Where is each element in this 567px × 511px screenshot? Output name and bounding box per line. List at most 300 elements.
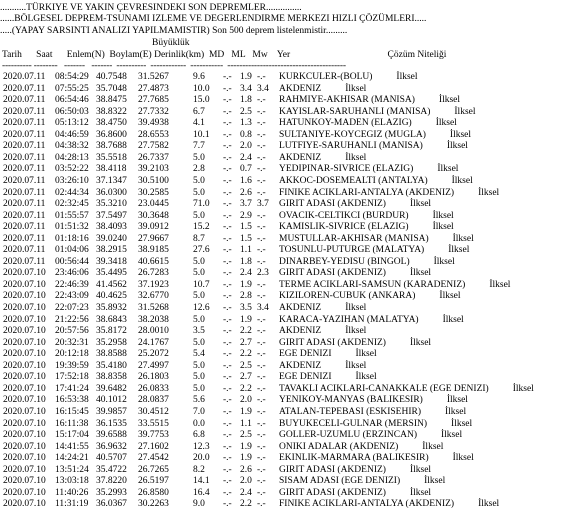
md-cell: -.- xyxy=(223,164,232,175)
mw-cell: -.- xyxy=(257,360,266,371)
date-cell: 2020.07.11 xyxy=(3,187,46,198)
md-cell: -.- xyxy=(223,279,232,290)
depth-cell: 5.0 xyxy=(193,291,205,302)
table-row xyxy=(0,372,567,383)
location-cell: HATUNKOY-MADEN (ELAZIG) xyxy=(279,118,412,129)
depth-cell: 9.6 xyxy=(193,72,205,82)
date-cell: 2020.07.11 xyxy=(3,256,46,267)
depth-cell: 15.2 xyxy=(193,222,210,233)
time-cell: 03:26:10 xyxy=(55,175,89,186)
date-cell: 2020.07.10 xyxy=(3,441,46,452)
solution-quality-cell: İlksel xyxy=(445,406,467,417)
latitude-cell: 35.4722 xyxy=(96,464,127,475)
ml-cell: 1.6 xyxy=(240,175,252,186)
depth-cell: 14.1 xyxy=(193,476,210,487)
depth-cell: 5.0 xyxy=(193,256,205,267)
time-cell: 22:46:39 xyxy=(55,279,89,290)
ml-cell: 1.5 xyxy=(240,222,252,233)
md-cell: -.- xyxy=(223,129,232,140)
ml-cell: 1.8 xyxy=(240,256,252,267)
table-row xyxy=(0,72,567,83)
depth-cell: 10.0 xyxy=(193,83,210,94)
date-cell: 2020.07.10 xyxy=(3,303,46,313)
date-cell: 2020.07.10 xyxy=(3,430,46,441)
latitude-cell: 36.0300 xyxy=(96,187,127,198)
md-cell: -.- xyxy=(223,233,232,244)
longitude-cell: 25.2072 xyxy=(138,349,169,360)
location-cell: TAVAKLI ACIKLARI-CANAKKALE (EGE DENIZI) xyxy=(279,383,489,394)
md-cell: -.- xyxy=(223,141,232,152)
md-cell: -.- xyxy=(223,222,232,233)
latitude-cell: 36.0367 xyxy=(96,499,127,510)
latitude-cell: 38.8358 xyxy=(96,372,127,383)
depth-cell: 2.8 xyxy=(193,164,205,175)
ml-cell: 2.5 xyxy=(240,430,252,441)
mw-cell: -.- xyxy=(257,314,266,325)
location-cell: ONIKI ADALAR (AKDENIZ) xyxy=(279,441,399,452)
time-cell: 20:57:56 xyxy=(55,326,89,337)
location-cell: SULTANIYE-KOYCEGIZ (MUGLA) xyxy=(279,129,426,140)
date-cell: 2020.07.10 xyxy=(3,418,46,429)
time-cell: 14:24:21 xyxy=(55,453,89,464)
date-cell: 2020.07.11 xyxy=(3,95,46,106)
mw-cell: -.- xyxy=(257,464,266,475)
table-row xyxy=(0,118,567,129)
solution-quality-cell: İlksel xyxy=(449,129,472,140)
ml-cell: 1.9 xyxy=(240,279,252,290)
solution-quality-cell: İlksel xyxy=(441,430,463,441)
mw-cell: -.- xyxy=(257,326,266,337)
ml-cell: 1.9 xyxy=(240,314,252,325)
latitude-cell: 35.2993 xyxy=(96,487,127,498)
md-cell: -.- xyxy=(223,152,232,163)
md-cell: -.- xyxy=(223,291,232,302)
date-cell: 2020.07.10 xyxy=(3,499,46,510)
longitude-cell: 27.4542 xyxy=(138,453,169,464)
latitude-cell: 38.6843 xyxy=(96,314,127,325)
latitude-cell: 40.5707 xyxy=(96,453,127,464)
time-cell: 22:43:09 xyxy=(55,291,89,302)
time-cell: 16:11:38 xyxy=(55,418,89,429)
latitude-cell: 39.6588 xyxy=(96,430,127,441)
longitude-cell: 30.2263 xyxy=(138,499,169,510)
ml-cell: 2.2 xyxy=(240,326,252,337)
location-cell: AKDENIZ xyxy=(279,152,322,163)
longitude-cell: 30.3648 xyxy=(138,210,169,221)
latitude-cell: 40.4625 xyxy=(96,291,127,302)
solution-quality-cell: İlksel xyxy=(452,233,474,244)
depth-cell: 71.0 xyxy=(193,199,210,210)
time-cell: 08:54:29 xyxy=(55,72,89,82)
md-cell: -.- xyxy=(223,383,232,394)
date-cell: 2020.07.11 xyxy=(3,199,46,210)
md-cell: -.- xyxy=(223,406,232,417)
latitude-cell: 35.4180 xyxy=(96,360,127,371)
time-cell: 06:50:03 xyxy=(55,106,89,117)
depth-cell: 4.1 xyxy=(193,118,205,129)
longitude-cell: 30.2585 xyxy=(138,187,169,198)
header-rule: ---------- -------- ------- ------- ---------- ------------ ----------- ---------------------------------------- xyxy=(2,61,346,71)
table-row xyxy=(0,349,567,360)
depth-cell: 15.0 xyxy=(193,95,210,106)
ml-cell: 2.4 xyxy=(240,152,252,163)
longitude-cell: 26.1803 xyxy=(138,372,169,383)
longitude-cell: 26.5197 xyxy=(138,476,169,487)
longitude-cell: 31.5268 xyxy=(138,303,169,313)
depth-cell: 8.2 xyxy=(193,464,205,475)
time-cell: 01:04:06 xyxy=(55,245,89,256)
longitude-cell: 28.0010 xyxy=(138,326,169,337)
md-cell: -.- xyxy=(223,175,232,186)
table-row xyxy=(0,188,567,199)
mw-cell: -.- xyxy=(257,337,266,348)
longitude-cell: 27.4997 xyxy=(138,360,169,371)
table-row xyxy=(0,291,567,302)
latitude-cell: 35.7048 xyxy=(96,83,127,94)
depth-cell: 20.0 xyxy=(193,453,210,464)
latitude-cell: 38.2915 xyxy=(96,245,127,256)
depth-cell: 5.0 xyxy=(193,360,205,371)
location-cell: SISAM ADASI (EGE DENIZI) xyxy=(279,476,401,487)
date-cell: 2020.07.10 xyxy=(3,360,46,371)
latitude-cell: 37.5497 xyxy=(96,210,127,221)
ml-cell: 1.9 xyxy=(240,72,252,82)
ml-cell: 0.7 xyxy=(240,164,252,175)
table-row xyxy=(0,338,567,349)
longitude-cell: 26.0833 xyxy=(138,383,169,394)
depth-cell: 5.0 xyxy=(193,372,205,383)
table-row xyxy=(0,488,567,499)
solution-quality-cell: İlksel xyxy=(451,175,473,186)
location-cell: DINARBEY-YEDISU (BINGOL) xyxy=(279,256,410,267)
latitude-cell: 41.4562 xyxy=(96,279,127,290)
date-cell: 2020.07.11 xyxy=(3,245,46,256)
md-cell: -.- xyxy=(223,118,232,129)
solution-quality-cell: İlksel xyxy=(438,95,461,106)
depth-cell: 10.7 xyxy=(193,279,210,290)
time-cell: 11:40:26 xyxy=(55,487,89,498)
latitude-cell: 38.4750 xyxy=(96,118,127,129)
ml-cell: 2.6 xyxy=(240,464,252,475)
table-row xyxy=(0,176,567,187)
latitude-cell: 39.0240 xyxy=(96,233,127,244)
date-cell: 2020.07.10 xyxy=(3,314,46,325)
longitude-cell: 26.7265 xyxy=(138,464,169,475)
depth-cell: 5.0 xyxy=(193,337,205,348)
solution-quality-cell: İlksel xyxy=(345,360,367,371)
depth-cell: 5.0 xyxy=(193,383,205,394)
solution-quality-cell: İlksel xyxy=(409,337,432,348)
location-cell: LUTFIYE-SARUHANLI (MANISA) xyxy=(279,141,423,152)
mw-cell: -.- xyxy=(257,279,266,290)
solution-quality-cell: İlksel xyxy=(409,464,432,475)
mw-cell: -.- xyxy=(257,175,266,186)
location-cell: YEDIPINAR-SIVRICE (ELAZIG) xyxy=(279,164,414,175)
date-cell: 2020.07.10 xyxy=(3,349,46,360)
time-cell: 17:41:24 xyxy=(55,383,89,394)
location-cell: YENIKOY-MANYAS (BALIKESIR) xyxy=(279,395,423,406)
longitude-cell: 24.1767 xyxy=(138,337,169,348)
latitude-cell: 38.4118 xyxy=(96,164,127,175)
location-cell: TOSUNLU-PUTURGE (MALATYA) xyxy=(279,245,425,256)
depth-cell: 12.6 xyxy=(193,303,210,313)
depth-cell: 7.7 xyxy=(193,141,205,152)
md-cell: -.- xyxy=(223,187,232,198)
longitude-cell: 23.0445 xyxy=(138,199,169,210)
location-cell: AKDENIZ xyxy=(279,360,322,371)
latitude-cell: 37.8220 xyxy=(96,476,127,487)
date-cell: 2020.07.11 xyxy=(3,118,46,129)
location-cell: KARACA-YAZIHAN (MALATYA) xyxy=(279,314,419,325)
time-cell: 01:18:16 xyxy=(55,233,89,244)
time-cell: 04:38:32 xyxy=(55,141,89,152)
longitude-cell: 31.5267 xyxy=(138,72,169,82)
location-cell: FINIKE ACIKLARI-ANTALYA (AKDENIZ) xyxy=(279,499,455,510)
mw-cell: -.- xyxy=(257,383,266,394)
time-cell: 19:39:59 xyxy=(55,360,89,371)
depth-cell: 12.3 xyxy=(193,441,210,452)
table-row xyxy=(0,84,567,95)
time-cell: 15:17:04 xyxy=(55,430,89,441)
time-cell: 04:46:59 xyxy=(55,129,89,140)
solution-quality-cell: İlksel xyxy=(432,222,454,233)
table-row xyxy=(0,361,567,372)
mw-cell: 2.3 xyxy=(257,268,269,279)
date-cell: 2020.07.11 xyxy=(3,210,46,221)
date-cell: 2020.07.11 xyxy=(3,233,46,244)
date-cell: 2020.07.11 xyxy=(3,129,46,140)
depth-cell: 7.0 xyxy=(193,406,205,417)
longitude-cell: 27.4873 xyxy=(138,83,169,94)
solution-quality-cell: İlksel xyxy=(433,256,455,267)
time-cell: 07:55:25 xyxy=(55,83,89,94)
mw-cell: -.- xyxy=(257,95,266,106)
table-row xyxy=(0,211,567,222)
md-cell: -.- xyxy=(223,464,232,475)
time-cell: 02:32:45 xyxy=(55,199,89,210)
mw-cell: -.- xyxy=(257,372,266,383)
location-cell: EGE DENIZI xyxy=(279,349,332,360)
ml-cell: 1.9 xyxy=(240,406,252,417)
date-cell: 2020.07.10 xyxy=(3,337,46,348)
mw-cell: -.- xyxy=(257,141,266,152)
mw-cell: 3.4 xyxy=(257,83,269,94)
longitude-cell: 27.9667 xyxy=(138,233,169,244)
latitude-cell: 38.8588 xyxy=(96,349,127,360)
location-cell: RAHMIYE-AKHISAR (MANISA) xyxy=(279,95,415,106)
ml-cell: 1.8 xyxy=(240,95,252,106)
ml-cell: 2.4 xyxy=(240,268,252,279)
solution-quality-cell: İlksel xyxy=(478,499,500,510)
date-cell: 2020.07.11 xyxy=(3,175,46,186)
table-row xyxy=(0,153,567,164)
location-cell: OVACIK-CELTIKCI (BURDUR) xyxy=(279,210,409,221)
table-row xyxy=(0,164,567,175)
table-row xyxy=(0,107,567,118)
date-cell: 2020.07.10 xyxy=(3,453,46,464)
solution-quality-cell: İlksel xyxy=(448,245,470,256)
mw-cell: -.- xyxy=(257,453,266,464)
location-cell: EGE DENIZI xyxy=(279,372,332,383)
mw-cell: -.- xyxy=(257,152,266,163)
solution-quality-cell: İlksel xyxy=(439,291,461,302)
table-row xyxy=(0,442,567,453)
time-cell: 21:22:56 xyxy=(55,314,89,325)
longitude-cell: 38.9185 xyxy=(138,245,169,256)
md-cell: -.- xyxy=(223,106,232,117)
mw-cell: -.- xyxy=(257,129,266,140)
depth-cell: 27.6 xyxy=(193,245,210,256)
mw-cell: -.- xyxy=(257,164,266,175)
latitude-cell: 39.3418 xyxy=(96,256,127,267)
time-cell: 20:12:18 xyxy=(55,349,89,360)
md-cell: -.- xyxy=(223,441,232,452)
longitude-cell: 39.7753 xyxy=(138,430,169,441)
time-cell: 11:31:19 xyxy=(55,499,89,510)
solution-quality-cell: İlksel xyxy=(446,141,468,152)
md-cell: -.- xyxy=(223,476,232,487)
latitude-cell: 40.7548 xyxy=(96,72,127,82)
time-cell: 20:32:31 xyxy=(55,337,89,348)
md-cell: -.- xyxy=(223,256,232,267)
date-cell: 2020.07.11 xyxy=(3,152,46,163)
table-row xyxy=(0,419,567,430)
depth-cell: 8.7 xyxy=(193,233,205,244)
solution-quality-cell: İlksel xyxy=(345,152,367,163)
table-row xyxy=(0,453,567,464)
longitude-cell: 32.6770 xyxy=(138,291,169,302)
latitude-cell: 35.8932 xyxy=(96,303,127,313)
time-cell: 01:55:57 xyxy=(55,210,89,221)
latitude-cell: 37.1347 xyxy=(96,175,127,186)
table-row xyxy=(0,245,567,256)
mw-cell: -.- xyxy=(257,395,266,406)
latitude-cell: 38.7688 xyxy=(96,141,127,152)
table-row xyxy=(0,141,567,152)
md-cell: -.- xyxy=(223,95,232,106)
ml-cell: 1.5 xyxy=(240,233,252,244)
solution-quality-cell: İlksel xyxy=(512,383,534,394)
date-cell: 2020.07.11 xyxy=(3,222,46,233)
location-cell: GIRIT ADASI (AKDENIZ) xyxy=(279,268,386,279)
latitude-cell: 35.8172 xyxy=(96,326,127,337)
depth-cell: 0.0 xyxy=(193,418,205,429)
solution-quality-cell: İlksel xyxy=(432,210,454,221)
time-cell: 02:44:34 xyxy=(55,187,89,198)
mw-cell: -.- xyxy=(257,233,266,244)
table-row xyxy=(0,430,567,441)
md-cell: -.- xyxy=(223,199,232,210)
longitude-cell: 30.5100 xyxy=(138,175,169,186)
table-row xyxy=(0,384,567,395)
depth-cell: 5.0 xyxy=(193,175,205,186)
md-cell: -.- xyxy=(223,395,232,406)
time-cell: 16:15:45 xyxy=(55,406,89,417)
table-row xyxy=(0,326,567,337)
md-cell: -.- xyxy=(223,372,232,383)
location-cell: ATALAN-TEPEBASI (ESKISEHIR) xyxy=(279,406,421,417)
longitude-cell: 26.7337 xyxy=(138,152,169,163)
ml-cell: 2.7 xyxy=(240,337,252,348)
date-cell: 2020.07.11 xyxy=(3,83,46,94)
table-row xyxy=(0,315,567,326)
table-row xyxy=(0,465,567,476)
longitude-cell: 40.6615 xyxy=(138,256,169,267)
solution-quality-cell: İlksel xyxy=(454,106,476,117)
ml-cell: 2.4 xyxy=(240,487,252,498)
md-cell: -.- xyxy=(223,314,232,325)
time-cell: 01:51:32 xyxy=(55,222,89,233)
latitude-cell: 38.8322 xyxy=(96,106,127,117)
ml-cell: 2.2 xyxy=(240,349,252,360)
ml-cell: 3.5 xyxy=(240,303,252,313)
md-cell: -.- xyxy=(223,430,232,441)
date-cell: 2020.07.11 xyxy=(3,72,46,82)
latitude-cell: 35.2958 xyxy=(96,337,127,348)
ml-cell: 2.9 xyxy=(240,210,252,221)
column-headers: Tarih Saat Enlem(N) Boylam(E) Derinlik(km) MD ML Mw Yer Çözüm Niteliği xyxy=(2,50,447,60)
longitude-cell: 27.7332 xyxy=(138,106,169,117)
date-cell: 2020.07.10 xyxy=(3,406,46,417)
solution-quality-cell: İlksel xyxy=(355,372,377,383)
latitude-cell: 35.4495 xyxy=(96,268,127,279)
ml-cell: 2.2 xyxy=(240,499,252,510)
solution-quality-cell: İlksel xyxy=(345,326,367,337)
md-cell: -.- xyxy=(223,210,232,221)
table-row xyxy=(0,407,567,418)
depth-cell: 5.0 xyxy=(193,187,205,198)
depth-cell: 5.4 xyxy=(193,349,205,360)
time-cell: 14:41:55 xyxy=(55,441,89,452)
mw-cell: -.- xyxy=(257,222,266,233)
table-row xyxy=(0,499,567,510)
depth-cell: 10.1 xyxy=(193,129,210,140)
ml-cell: 2.0 xyxy=(240,476,252,487)
ml-cell: 2.5 xyxy=(240,360,252,371)
solution-quality-cell: İlksel xyxy=(478,187,500,198)
table-row xyxy=(0,257,567,268)
solution-quality-cell: İlksel xyxy=(437,164,459,175)
ml-cell: 1.1 xyxy=(240,418,252,429)
mw-cell: -.- xyxy=(257,106,266,117)
time-cell: 03:52:22 xyxy=(55,164,89,175)
table-row xyxy=(0,95,567,106)
solution-quality-cell: İlksel xyxy=(409,487,432,498)
time-cell: 16:53:38 xyxy=(55,395,89,406)
ml-cell: 1.9 xyxy=(240,441,252,452)
solution-quality-cell: İlksel xyxy=(489,279,511,290)
latitude-cell: 35.3210 xyxy=(96,199,127,210)
longitude-cell: 30.4512 xyxy=(138,406,169,417)
longitude-cell: 37.1923 xyxy=(138,279,169,290)
ml-cell: 1.3 xyxy=(240,118,252,129)
longitude-cell: 28.0837 xyxy=(138,395,169,406)
longitude-cell: 28.6553 xyxy=(138,129,169,140)
mw-cell: 3.7 xyxy=(257,199,269,210)
solution-quality-cell: İlksel xyxy=(355,349,377,360)
solution-quality-cell: İlksel xyxy=(409,268,432,279)
location-cell: GIRIT ADASI (AKDENIZ) xyxy=(279,487,386,498)
location-cell: GIRIT ADASI (AKDENIZ) xyxy=(279,199,386,210)
depth-cell: 6.7 xyxy=(193,106,205,117)
time-cell: 06:54:46 xyxy=(55,95,89,106)
location-cell: KURKCULER-(BOLU) xyxy=(279,72,373,82)
table-row xyxy=(0,476,567,487)
ml-cell: 2.0 xyxy=(240,141,252,152)
location-cell: KIZILOREN-CUBUK (ANKARA) xyxy=(279,291,416,302)
table-row xyxy=(0,280,567,291)
location-cell: GIRIT ADASI (AKDENIZ) xyxy=(279,464,386,475)
